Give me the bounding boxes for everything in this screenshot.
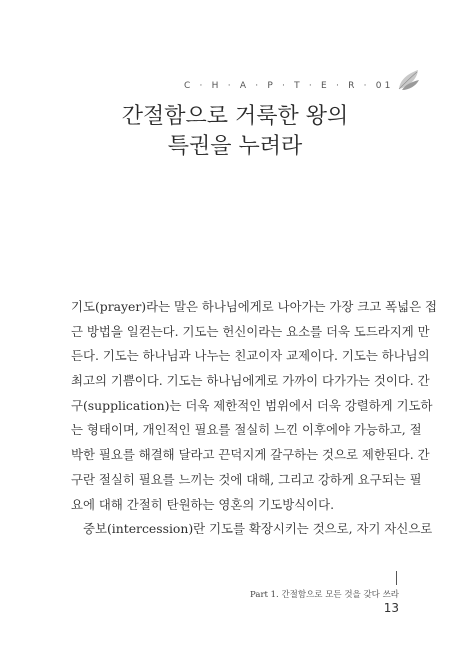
body-line: 는 형태이며, 개인적인 필요를 절실히 느낀 이후에야 가능하고, 절	[71, 422, 422, 438]
footer-divider	[396, 571, 397, 585]
body-line: 최고의 기쁨이다. 기도는 하나님에게로 가까이 다가가는 것이다. 간	[71, 373, 430, 389]
leaf-icon	[396, 68, 422, 92]
body-line: 중보(intercession)란 기도를 확장시키는 것으로, 자기 자신으로	[83, 521, 433, 537]
chapter-label: C · H · A · P · T · E · R · 01	[184, 81, 394, 91]
chapter-mark	[184, 80, 422, 92]
chapter-title-line-2: 특권을 누려라	[167, 134, 303, 159]
body-line: 든다. 기도는 하나님과 나누는 친교이자 교제이다. 기도는 하나님의	[71, 348, 430, 364]
chapter-title	[0, 102, 470, 162]
body-line: 구란 절실히 필요를 느끼는 것에 대해, 그리고 강하게 요구되는 필	[71, 471, 422, 487]
body-line: 근 방법을 일컫는다. 기도는 헌신이라는 요소를 더욱 도드라지게 만	[71, 323, 430, 339]
body-line: 구(supplication)는 더욱 제한적인 범위에서 더욱 강렬하게 기도하	[71, 397, 433, 413]
body-line: 박한 필요를 해결해 달라고 끈덕지게 갈구하는 것으로 제한된다. 간	[71, 447, 430, 463]
page-number: 13	[383, 601, 399, 615]
body-line: 기도(prayer)라는 말은 하나님에게로 나아가는 가장 크고 폭넓은 접	[71, 299, 438, 314]
body-line: 요에 대해 간절히 탄원하는 영혼의 기도방식이다.	[71, 496, 335, 512]
body-text	[71, 295, 438, 542]
chapter-title-line-1: 간절함으로 거룩한 왕의	[121, 104, 349, 129]
running-title: Part 1. 간절함으로 모든 것을 갖다 쓰라	[250, 590, 399, 600]
